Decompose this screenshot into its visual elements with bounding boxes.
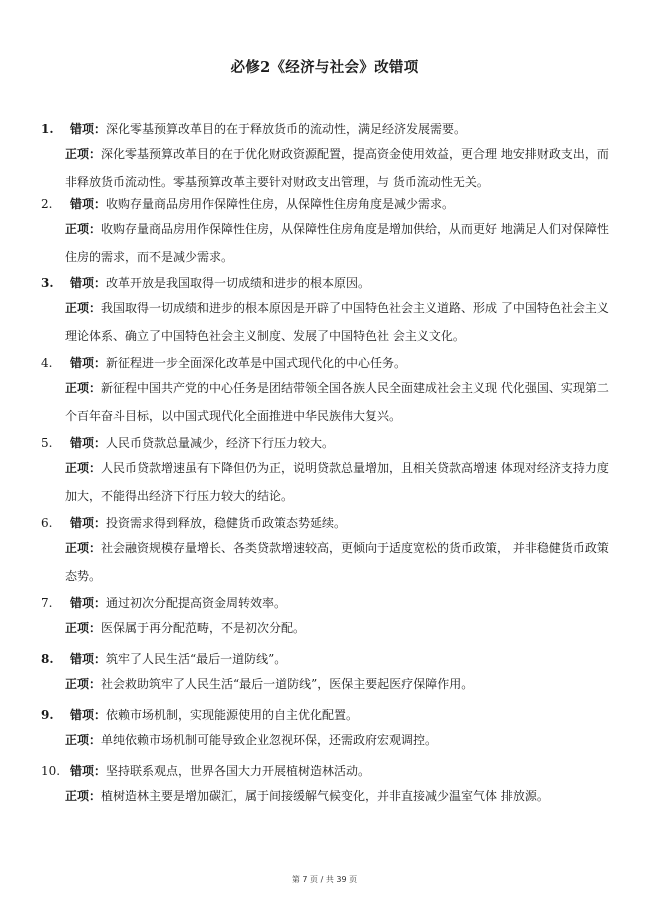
wrong-label: 错项： (70, 276, 107, 290)
right-label: 正项： (65, 733, 102, 747)
wrong-statement (70, 514, 615, 532)
item-number: 2. (41, 197, 53, 211)
page-footer: 第 7 页 / 共 39 页 (291, 875, 358, 884)
right-text: 社会救助筑牢了人民生活“最后一道防线”，医保主要起医疗保障作用。 (101, 677, 474, 691)
wrong-statement (70, 706, 615, 724)
wrong-label: 错项： (70, 516, 107, 530)
wrong-statement (70, 120, 615, 138)
item-number: 3. (41, 276, 54, 290)
wrong-statement (70, 594, 615, 612)
wrong-label: 错项： (70, 764, 107, 778)
right-text: 我国取得一切成绩和进步的根本原因是开辟了中国特色社会主义道路、形成 了中国特色社会主义理论体系、确立了中国特色社会主义制度、发展了中国特色社 会主义文化。 (65, 301, 609, 343)
wrong-label: 错项： (70, 652, 107, 666)
right-label: 正项： (65, 621, 102, 635)
wrong-statement (70, 354, 615, 372)
wrong-text: 人民币贷款总量减少，经济下行压力较大。 (106, 436, 335, 450)
wrong-label: 错项： (70, 356, 107, 370)
wrong-statement (70, 762, 615, 780)
item-number: 5. (41, 436, 53, 450)
right-label: 正项： (65, 677, 102, 691)
right-label: 正项： (65, 301, 102, 315)
item-number: 9. (41, 708, 54, 722)
right-label: 正项： (65, 147, 102, 161)
right-label: 正项： (65, 222, 102, 236)
wrong-text: 通过初次分配提高资金周转效率。 (106, 596, 287, 610)
right-label: 正项： (65, 789, 102, 803)
item-number: 10. (41, 764, 61, 778)
wrong-label: 错项： (70, 596, 107, 610)
page-title: 必修2《经济与社会》改错项 (230, 59, 419, 76)
wrong-text: 依赖市场机制，实现能源使用的自主优化配置。 (106, 708, 359, 722)
wrong-text: 坚持联系观点，世界各国大力开展植树造林活动。 (106, 764, 371, 778)
right-text: 社会融资规模存量增长、各类贷款增速较高，更倾向于适度宽松的货币政策， 并非稳健货币政策态势。 (65, 541, 609, 583)
wrong-label: 错项： (70, 197, 107, 211)
wrong-text: 新征程进一步全面深化改革是中国式现代化的中心任务。 (106, 356, 407, 370)
correct-statement (65, 670, 618, 698)
wrong-text: 深化零基预算改革目的在于释放货币的流动性，满足经济发展需要。 (106, 122, 467, 136)
right-text: 人民币贷款增速虽有下降但仍为正，说明贷款总量增加，且相关贷款高增速 体现对经济支持力度加大，不能得出经济下行压力较大的结论。 (65, 461, 609, 503)
right-text: 新征程中国共产党的中心任务是团结带领全国各族人民全面建成社会主义现 代化强国、实现第二个百年奋斗目标，以中国式现代化全面推进中华民族伟大复兴。 (65, 381, 609, 423)
wrong-statement (70, 274, 615, 292)
correct-statement (65, 454, 618, 510)
correct-statement (65, 614, 618, 642)
wrong-text: 筑牢了人民生活“最后一道防线”。 (106, 652, 287, 666)
right-text: 医保属于再分配范畴，不是初次分配。 (101, 621, 306, 635)
correct-statement (65, 215, 618, 271)
wrong-label: 错项： (70, 708, 107, 722)
wrong-text: 收购存量商品房用作保障性住房，从保障性住房角度是减少需求。 (106, 197, 455, 211)
item-number: 4. (41, 356, 53, 370)
item-number: 8. (41, 652, 54, 666)
correct-statement (65, 782, 618, 810)
right-text: 单纯依赖市场机制可能导致企业忽视环保，还需政府宏观调控。 (101, 733, 438, 747)
wrong-statement (70, 195, 615, 213)
right-label: 正项： (65, 461, 102, 475)
item-number: 6. (41, 516, 53, 530)
correct-statement (65, 374, 618, 430)
wrong-statement (70, 650, 615, 668)
wrong-label: 错项： (70, 436, 107, 450)
right-label: 正项： (65, 381, 102, 395)
right-text: 植树造林主要是增加碳汇，属于间接缓解气候变化，并非直接减少温室气体 排放源。 (101, 789, 549, 803)
item-number: 1. (41, 122, 54, 136)
right-label: 正项： (65, 541, 102, 555)
correct-statement (65, 534, 618, 590)
wrong-label: 错项： (70, 122, 107, 136)
correct-statement (65, 294, 618, 350)
wrong-text: 投资需求得到释放，稳健货币政策态势延续。 (106, 516, 347, 530)
right-text: 深化零基预算改革目的在于优化财政资源配置，提高资金使用效益，更合理 地安排财政支出，而非释放货币流动性。零基预算改革主要针对财政支出管理，与 货币流动性无关。 (65, 147, 609, 189)
right-text: 收购存量商品房用作保障性住房，从保障性住房角度是增加供给，从而更好 地满足人们对保障性住房的需求，而不是减少需求。 (65, 222, 609, 264)
wrong-statement (70, 434, 615, 452)
item-number: 7. (41, 596, 53, 610)
wrong-text: 改革开放是我国取得一切成绩和进步的根本原因。 (106, 276, 371, 290)
correct-statement (65, 726, 618, 754)
correct-statement (65, 140, 618, 196)
